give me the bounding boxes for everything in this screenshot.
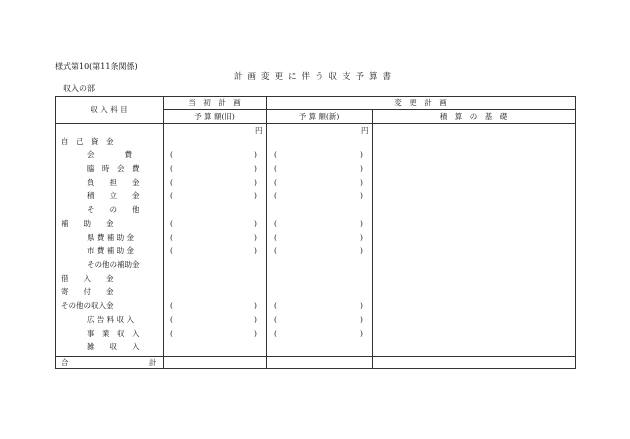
old-budget-header: 予 算 額(旧) <box>194 112 235 121</box>
row-label: 広 告 料 収 入 <box>87 315 135 324</box>
paren-close: ) <box>254 315 257 324</box>
row-label: その他の収入金 <box>61 301 114 310</box>
row-label: 自 己 資 金 <box>61 137 114 146</box>
paren-open: ( <box>170 315 173 324</box>
paren-open: ( <box>170 150 173 159</box>
basis-header: 積 算 の 基 礎 <box>439 112 508 121</box>
column-divider <box>372 109 373 369</box>
row-label: 会 費 <box>87 150 132 159</box>
row-label: 負 担 金 <box>87 178 140 187</box>
paren-close: ) <box>254 329 257 338</box>
total-divider <box>55 356 575 357</box>
initial-plan-header: 当 初 計 画 <box>188 98 241 107</box>
paren-close: ) <box>360 329 363 338</box>
column-divider <box>163 96 164 369</box>
paren-close: ) <box>254 233 257 242</box>
paren-close: ) <box>254 219 257 228</box>
header-bottom <box>55 123 575 124</box>
paren-open: ( <box>170 329 173 338</box>
table-border-top <box>55 96 575 97</box>
total-label-right: 計 <box>149 358 157 367</box>
paren-close: ) <box>360 191 363 200</box>
unit-yen-old: 円 <box>255 126 263 135</box>
row-label: 県 費 補 助 金 <box>87 233 135 242</box>
paren-open: ( <box>274 164 277 173</box>
paren-open: ( <box>274 301 277 310</box>
paren-close: ) <box>360 233 363 242</box>
paren-open: ( <box>274 219 277 228</box>
paren-close: ) <box>254 191 257 200</box>
row-label: そ の 他 <box>87 205 140 214</box>
paren-open: ( <box>170 219 173 228</box>
row-label: 事 業 収 入 <box>87 329 140 338</box>
paren-open: ( <box>274 233 277 242</box>
changed-plan-header: 変 更 計 画 <box>394 98 447 107</box>
table-border-left <box>55 96 56 369</box>
item-column-header: 収 入 科 目 <box>90 105 128 114</box>
paren-open: ( <box>274 191 277 200</box>
column-divider <box>266 96 267 369</box>
row-label: 市 費 補 助 金 <box>87 246 135 255</box>
row-label: 寄 付 金 <box>61 287 114 296</box>
paren-open: ( <box>274 329 277 338</box>
paren-close: ) <box>360 178 363 187</box>
unit-yen-new: 円 <box>361 126 369 135</box>
paren-open: ( <box>170 178 173 187</box>
paren-close: ) <box>254 246 257 255</box>
form-number: 様式第10(第11条関係) <box>55 62 138 71</box>
row-label: 臨 時 会 費 <box>87 164 140 173</box>
paren-open: ( <box>274 315 277 324</box>
row-label: 借 入 金 <box>61 274 114 283</box>
total-label-left: 合 <box>61 358 69 367</box>
paren-open: ( <box>170 191 173 200</box>
document-title: 計画変更に伴う収支予算書 <box>233 72 396 82</box>
paren-close: ) <box>360 301 363 310</box>
paren-close: ) <box>360 150 363 159</box>
new-budget-header: 予 算 額(新) <box>298 112 340 121</box>
header-divider <box>163 109 575 110</box>
paren-open: ( <box>170 246 173 255</box>
table-border-bottom <box>55 368 575 369</box>
paren-open: ( <box>170 164 173 173</box>
table-border-right <box>575 96 576 369</box>
paren-close: ) <box>254 301 257 310</box>
paren-open: ( <box>274 246 277 255</box>
paren-close: ) <box>360 246 363 255</box>
row-label: 雑 収 入 <box>87 342 140 351</box>
paren-close: ) <box>254 178 257 187</box>
paren-open: ( <box>170 301 173 310</box>
row-label: その他の補助金 <box>87 260 140 269</box>
paren-open: ( <box>274 178 277 187</box>
row-label: 補 助 金 <box>61 219 114 228</box>
paren-open: ( <box>274 150 277 159</box>
paren-open: ( <box>170 233 173 242</box>
paren-close: ) <box>254 164 257 173</box>
paren-close: ) <box>360 164 363 173</box>
section-label: 収入の部 <box>63 84 95 93</box>
row-label: 積 立 金 <box>87 191 140 200</box>
paren-close: ) <box>254 150 257 159</box>
paren-close: ) <box>360 315 363 324</box>
paren-close: ) <box>360 219 363 228</box>
